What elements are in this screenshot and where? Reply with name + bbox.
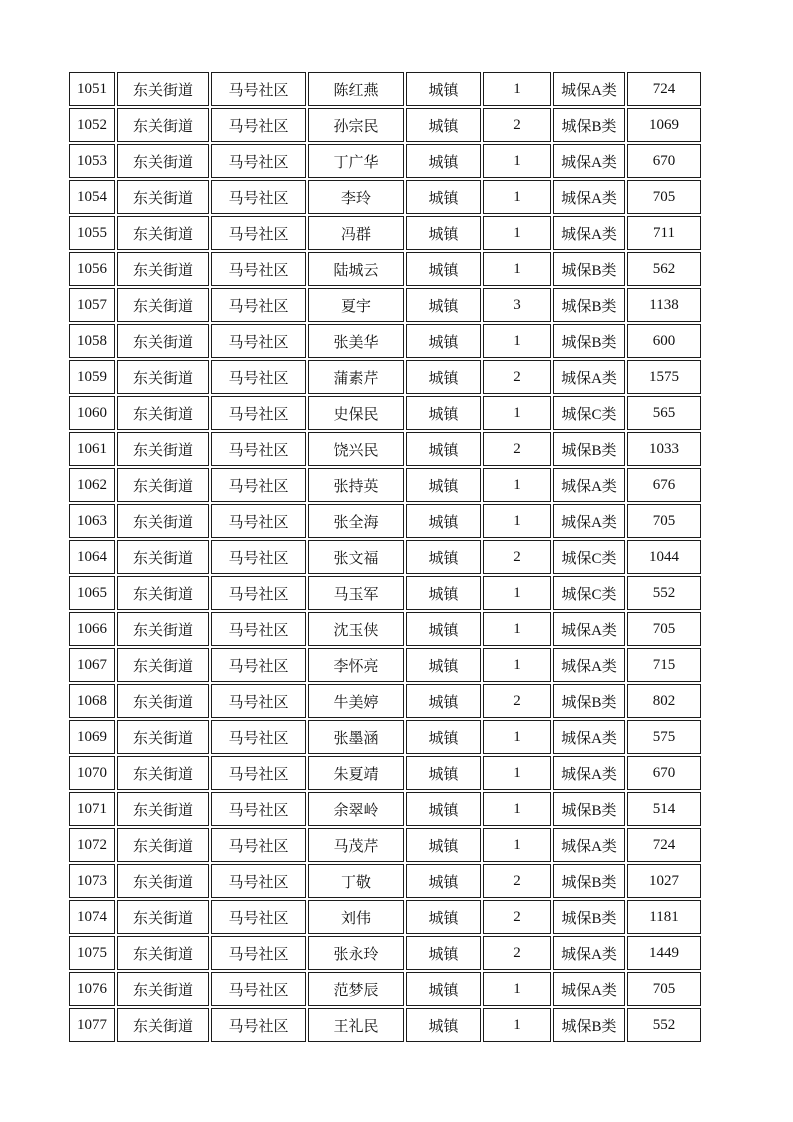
cell-category: 城保A类 (553, 72, 625, 106)
cell-type: 城镇 (406, 684, 481, 718)
table-row (69, 72, 701, 106)
table-row (69, 612, 701, 646)
cell-category: 城保B类 (553, 864, 625, 898)
cell-id: 1058 (69, 324, 115, 358)
cell-id: 1074 (69, 900, 115, 934)
table-row (69, 792, 701, 826)
table-row (69, 216, 701, 250)
cell-amount: 600 (627, 324, 701, 358)
cell-category: 城保B类 (553, 792, 625, 826)
cell-street: 东关街道 (117, 1008, 209, 1042)
cell-count: 1 (483, 180, 551, 214)
cell-name: 张文福 (308, 540, 404, 574)
table-row (69, 648, 701, 682)
cell-category: 城保B类 (553, 288, 625, 322)
cell-id: 1053 (69, 144, 115, 178)
cell-community: 马号社区 (211, 504, 306, 538)
cell-type: 城镇 (406, 468, 481, 502)
cell-type: 城镇 (406, 936, 481, 970)
cell-street: 东关街道 (117, 612, 209, 646)
cell-count: 1 (483, 828, 551, 862)
cell-id: 1076 (69, 972, 115, 1006)
cell-id: 1067 (69, 648, 115, 682)
cell-street: 东关街道 (117, 324, 209, 358)
cell-street: 东关街道 (117, 144, 209, 178)
cell-community: 马号社区 (211, 792, 306, 826)
cell-type: 城镇 (406, 792, 481, 826)
cell-category: 城保A类 (553, 216, 625, 250)
cell-amount: 705 (627, 180, 701, 214)
cell-community: 马号社区 (211, 828, 306, 862)
cell-count: 2 (483, 540, 551, 574)
cell-street: 东关街道 (117, 684, 209, 718)
cell-name: 饶兴民 (308, 432, 404, 466)
cell-category: 城保A类 (553, 180, 625, 214)
cell-name: 范梦辰 (308, 972, 404, 1006)
cell-id: 1052 (69, 108, 115, 142)
cell-community: 马号社区 (211, 324, 306, 358)
cell-community: 马号社区 (211, 612, 306, 646)
cell-amount: 711 (627, 216, 701, 250)
cell-amount: 565 (627, 396, 701, 430)
cell-name: 孙宗民 (308, 108, 404, 142)
cell-type: 城镇 (406, 864, 481, 898)
cell-community: 马号社区 (211, 468, 306, 502)
table-row (69, 864, 701, 898)
cell-community: 马号社区 (211, 900, 306, 934)
cell-category: 城保A类 (553, 468, 625, 502)
cell-street: 东关街道 (117, 288, 209, 322)
cell-amount: 1449 (627, 936, 701, 970)
cell-name: 牛美婷 (308, 684, 404, 718)
cell-amount: 575 (627, 720, 701, 754)
cell-community: 马号社区 (211, 864, 306, 898)
cell-street: 东关街道 (117, 504, 209, 538)
cell-community: 马号社区 (211, 648, 306, 682)
cell-street: 东关街道 (117, 972, 209, 1006)
table-row (69, 180, 701, 214)
cell-amount: 1027 (627, 864, 701, 898)
table-row (69, 756, 701, 790)
cell-count: 1 (483, 720, 551, 754)
cell-amount: 724 (627, 72, 701, 106)
table-row (69, 972, 701, 1006)
cell-amount: 514 (627, 792, 701, 826)
cell-street: 东关街道 (117, 396, 209, 430)
cell-amount: 802 (627, 684, 701, 718)
cell-street: 东关街道 (117, 540, 209, 574)
cell-category: 城保A类 (553, 972, 625, 1006)
cell-id: 1057 (69, 288, 115, 322)
cell-amount: 1138 (627, 288, 701, 322)
cell-name: 余翠岭 (308, 792, 404, 826)
cell-community: 马号社区 (211, 684, 306, 718)
cell-name: 冯群 (308, 216, 404, 250)
cell-amount: 552 (627, 1008, 701, 1042)
cell-category: 城保A类 (553, 612, 625, 646)
cell-category: 城保C类 (553, 396, 625, 430)
cell-type: 城镇 (406, 432, 481, 466)
cell-name: 马茂芹 (308, 828, 404, 862)
cell-amount: 1069 (627, 108, 701, 142)
cell-type: 城镇 (406, 756, 481, 790)
cell-community: 马号社区 (211, 936, 306, 970)
cell-street: 东关街道 (117, 216, 209, 250)
cell-type: 城镇 (406, 72, 481, 106)
cell-name: 沈玉侠 (308, 612, 404, 646)
cell-id: 1070 (69, 756, 115, 790)
table-row (69, 324, 701, 358)
cell-type: 城镇 (406, 360, 481, 394)
cell-count: 3 (483, 288, 551, 322)
cell-community: 马号社区 (211, 756, 306, 790)
cell-count: 2 (483, 432, 551, 466)
cell-community: 马号社区 (211, 720, 306, 754)
cell-category: 城保C类 (553, 576, 625, 610)
cell-amount: 724 (627, 828, 701, 862)
table-row (69, 684, 701, 718)
cell-type: 城镇 (406, 144, 481, 178)
cell-name: 蒲素芹 (308, 360, 404, 394)
cell-community: 马号社区 (211, 432, 306, 466)
cell-category: 城保B类 (553, 252, 625, 286)
cell-type: 城镇 (406, 612, 481, 646)
cell-name: 陆城云 (308, 252, 404, 286)
cell-street: 东关街道 (117, 360, 209, 394)
cell-name: 丁敬 (308, 864, 404, 898)
cell-count: 2 (483, 936, 551, 970)
cell-count: 1 (483, 756, 551, 790)
cell-type: 城镇 (406, 324, 481, 358)
cell-category: 城保B类 (553, 108, 625, 142)
cell-category: 城保A类 (553, 756, 625, 790)
cell-count: 1 (483, 468, 551, 502)
cell-amount: 1181 (627, 900, 701, 934)
table-row (69, 828, 701, 862)
cell-community: 马号社区 (211, 252, 306, 286)
cell-community: 马号社区 (211, 540, 306, 574)
table-row (69, 288, 701, 322)
table-row (69, 108, 701, 142)
cell-amount: 705 (627, 972, 701, 1006)
cell-name: 王礼民 (308, 1008, 404, 1042)
table-row (69, 900, 701, 934)
cell-id: 1054 (69, 180, 115, 214)
cell-id: 1071 (69, 792, 115, 826)
cell-community: 马号社区 (211, 576, 306, 610)
cell-name: 史保民 (308, 396, 404, 430)
cell-street: 东关街道 (117, 936, 209, 970)
table-row (69, 396, 701, 430)
cell-category: 城保C类 (553, 540, 625, 574)
cell-name: 夏宇 (308, 288, 404, 322)
cell-id: 1062 (69, 468, 115, 502)
cell-street: 东关街道 (117, 720, 209, 754)
table-row (69, 144, 701, 178)
table-row (69, 720, 701, 754)
cell-type: 城镇 (406, 972, 481, 1006)
cell-type: 城镇 (406, 1008, 481, 1042)
cell-count: 1 (483, 612, 551, 646)
cell-id: 1072 (69, 828, 115, 862)
cell-count: 2 (483, 900, 551, 934)
cell-count: 1 (483, 252, 551, 286)
cell-id: 1061 (69, 432, 115, 466)
cell-count: 1 (483, 144, 551, 178)
cell-category: 城保A类 (553, 720, 625, 754)
records-table (67, 70, 703, 1044)
cell-community: 马号社区 (211, 144, 306, 178)
cell-count: 2 (483, 360, 551, 394)
cell-amount: 1033 (627, 432, 701, 466)
cell-amount: 705 (627, 612, 701, 646)
cell-count: 1 (483, 324, 551, 358)
cell-category: 城保B类 (553, 432, 625, 466)
table-row (69, 468, 701, 502)
cell-street: 东关街道 (117, 900, 209, 934)
cell-category: 城保A类 (553, 504, 625, 538)
cell-count: 2 (483, 108, 551, 142)
cell-type: 城镇 (406, 180, 481, 214)
cell-type: 城镇 (406, 252, 481, 286)
cell-street: 东关街道 (117, 756, 209, 790)
cell-type: 城镇 (406, 504, 481, 538)
cell-id: 1073 (69, 864, 115, 898)
cell-name: 张永玲 (308, 936, 404, 970)
cell-amount: 562 (627, 252, 701, 286)
cell-id: 1075 (69, 936, 115, 970)
table-row (69, 936, 701, 970)
cell-community: 马号社区 (211, 288, 306, 322)
cell-street: 东关街道 (117, 576, 209, 610)
table-row (69, 252, 701, 286)
cell-community: 马号社区 (211, 72, 306, 106)
cell-street: 东关街道 (117, 432, 209, 466)
cell-id: 1051 (69, 72, 115, 106)
cell-street: 东关街道 (117, 180, 209, 214)
cell-name: 丁广华 (308, 144, 404, 178)
cell-name: 张全海 (308, 504, 404, 538)
cell-name: 张墨涵 (308, 720, 404, 754)
cell-street: 东关街道 (117, 72, 209, 106)
cell-community: 马号社区 (211, 108, 306, 142)
cell-amount: 715 (627, 648, 701, 682)
cell-id: 1069 (69, 720, 115, 754)
cell-count: 1 (483, 576, 551, 610)
cell-type: 城镇 (406, 828, 481, 862)
cell-id: 1059 (69, 360, 115, 394)
cell-type: 城镇 (406, 900, 481, 934)
cell-category: 城保A类 (553, 936, 625, 970)
table-row (69, 360, 701, 394)
cell-community: 马号社区 (211, 396, 306, 430)
cell-type: 城镇 (406, 720, 481, 754)
cell-street: 东关街道 (117, 828, 209, 862)
cell-count: 2 (483, 864, 551, 898)
cell-street: 东关街道 (117, 108, 209, 142)
cell-id: 1066 (69, 612, 115, 646)
cell-category: 城保A类 (553, 828, 625, 862)
cell-type: 城镇 (406, 540, 481, 574)
cell-name: 李怀亮 (308, 648, 404, 682)
cell-count: 1 (483, 216, 551, 250)
cell-count: 2 (483, 684, 551, 718)
cell-street: 东关街道 (117, 792, 209, 826)
cell-count: 1 (483, 504, 551, 538)
cell-street: 东关街道 (117, 252, 209, 286)
cell-category: 城保A类 (553, 648, 625, 682)
cell-count: 1 (483, 972, 551, 1006)
cell-type: 城镇 (406, 288, 481, 322)
cell-count: 1 (483, 648, 551, 682)
cell-community: 马号社区 (211, 972, 306, 1006)
cell-count: 1 (483, 72, 551, 106)
cell-count: 1 (483, 1008, 551, 1042)
cell-community: 马号社区 (211, 360, 306, 394)
cell-community: 马号社区 (211, 180, 306, 214)
cell-name: 张美华 (308, 324, 404, 358)
cell-count: 1 (483, 396, 551, 430)
cell-name: 朱夏靖 (308, 756, 404, 790)
records-table-body (69, 72, 701, 1042)
cell-amount: 552 (627, 576, 701, 610)
cell-type: 城镇 (406, 108, 481, 142)
table-row (69, 540, 701, 574)
cell-id: 1063 (69, 504, 115, 538)
cell-category: 城保A类 (553, 360, 625, 394)
cell-type: 城镇 (406, 648, 481, 682)
cell-type: 城镇 (406, 216, 481, 250)
cell-amount: 670 (627, 144, 701, 178)
cell-street: 东关街道 (117, 468, 209, 502)
cell-amount: 670 (627, 756, 701, 790)
cell-amount: 705 (627, 504, 701, 538)
cell-category: 城保B类 (553, 1008, 625, 1042)
cell-amount: 1575 (627, 360, 701, 394)
cell-name: 张持英 (308, 468, 404, 502)
table-row (69, 1008, 701, 1042)
cell-id: 1055 (69, 216, 115, 250)
cell-type: 城镇 (406, 576, 481, 610)
cell-category: 城保B类 (553, 900, 625, 934)
cell-community: 马号社区 (211, 1008, 306, 1042)
cell-category: 城保A类 (553, 144, 625, 178)
cell-name: 刘伟 (308, 900, 404, 934)
cell-name: 陈红燕 (308, 72, 404, 106)
table-row (69, 504, 701, 538)
cell-count: 1 (483, 792, 551, 826)
cell-name: 李玲 (308, 180, 404, 214)
cell-type: 城镇 (406, 396, 481, 430)
cell-category: 城保B类 (553, 684, 625, 718)
cell-id: 1065 (69, 576, 115, 610)
cell-street: 东关街道 (117, 648, 209, 682)
cell-community: 马号社区 (211, 216, 306, 250)
cell-id: 1056 (69, 252, 115, 286)
cell-id: 1068 (69, 684, 115, 718)
cell-amount: 1044 (627, 540, 701, 574)
cell-id: 1060 (69, 396, 115, 430)
cell-id: 1077 (69, 1008, 115, 1042)
cell-amount: 676 (627, 468, 701, 502)
cell-category: 城保B类 (553, 324, 625, 358)
cell-id: 1064 (69, 540, 115, 574)
table-row (69, 432, 701, 466)
cell-name: 马玉军 (308, 576, 404, 610)
cell-street: 东关街道 (117, 864, 209, 898)
table-row (69, 576, 701, 610)
